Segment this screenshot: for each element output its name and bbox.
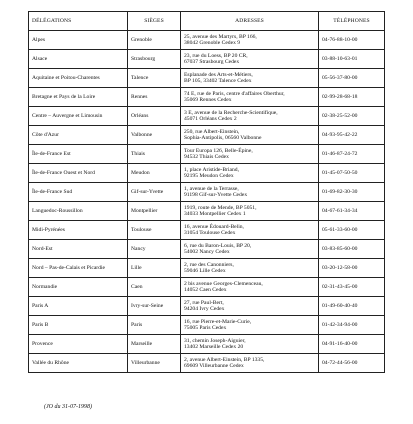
siege-cell: Caen	[128, 278, 181, 297]
address-line: 25, avenue des Martyrs, BP 166,	[184, 33, 257, 40]
address-line: 13402 Marseille Cedex 20	[184, 344, 244, 350]
table-row	[29, 50, 385, 69]
telephone-cell: 04-93-95-42-22	[319, 126, 385, 145]
address-cell	[181, 88, 319, 107]
address-line: 31054 Toulouse Cedex	[184, 230, 236, 236]
address-cell	[181, 69, 319, 88]
siege-cell: Paris	[128, 316, 181, 335]
header-sieges: SIÈGES	[128, 12, 181, 31]
address-cell	[181, 221, 319, 240]
telephone-cell: 04-72-44-56-00	[319, 354, 385, 373]
address-line: 31, chemin Joseph-Aiguier,	[184, 337, 246, 344]
table-row	[29, 31, 385, 50]
address-line: 91198 Gif-sur-Yvette Cedex	[184, 192, 248, 198]
siege-cell: Valbonne	[128, 126, 181, 145]
address-line: 1, avenue de la Terrasse,	[184, 185, 239, 192]
siege-cell: Orléans	[128, 107, 181, 126]
telephone-cell: 03-20-12-58-00	[319, 259, 385, 278]
delegation-cell: Île-de-France Est	[29, 145, 128, 164]
table-row	[29, 316, 385, 335]
siege-cell: Thiais	[128, 145, 181, 164]
address-line: 94204 Ivry Cedex	[184, 306, 225, 312]
table-row	[29, 278, 385, 297]
address-line: 3 E, avenue de la Recherche-Scientifique,	[184, 109, 278, 116]
address-line: 250, rue Albert-Einstein,	[184, 128, 240, 135]
address-line: 59046 Lille Cedex	[184, 268, 226, 274]
address-line: Esplanade des Arts-et-Métiers,	[184, 71, 253, 78]
siege-cell: Talence	[128, 69, 181, 88]
table-row	[29, 202, 385, 221]
address-line: BP 105, 33402 Talence Cedex	[184, 78, 252, 84]
table-row	[29, 297, 385, 316]
siege-cell: Ivry-sur-Seine	[128, 297, 181, 316]
delegations-table	[28, 11, 385, 373]
telephone-cell: 03-88-10-63-01	[319, 50, 385, 69]
delegation-cell: Côte d'Azur	[29, 126, 128, 145]
address-line: 16, avenue Édouard-Belin,	[184, 223, 244, 230]
table-row	[29, 354, 385, 373]
address-line: 2 bis avenue Georges-Clemenceau,	[184, 280, 263, 287]
address-line: 27, rue Paul-Bert,	[184, 299, 224, 306]
address-cell	[181, 50, 319, 69]
address-line: 2, avenue Albert-Einstein, BP 1335,	[184, 356, 265, 363]
address-line: 54002 Nancy Cedex	[184, 249, 230, 255]
address-cell	[181, 126, 319, 145]
telephone-cell: 05-56-37-80-00	[319, 69, 385, 88]
table-row	[29, 259, 385, 278]
address-cell	[181, 202, 319, 221]
delegation-cell: Vallée du Rhône	[29, 354, 128, 373]
telephone-cell: 02-38-25-52-00	[319, 107, 385, 126]
address-line: 16, rue Pierre-et-Marie-Curie,	[184, 318, 252, 325]
telephone-cell: 01-49-60-40-40	[319, 297, 385, 316]
address-cell	[181, 335, 319, 354]
delegation-cell: Alpes	[29, 31, 128, 50]
delegation-cell: Nord-Est	[29, 240, 128, 259]
table-row	[29, 88, 385, 107]
header-delegations: DÉLÉGATIONS	[29, 12, 128, 31]
siege-cell: Rennes	[128, 88, 181, 107]
address-cell	[181, 316, 319, 335]
address-cell	[181, 107, 319, 126]
telephone-cell: 01-42-34-94-00	[319, 316, 385, 335]
siege-cell: Strasbourg	[128, 50, 181, 69]
address-cell	[181, 259, 319, 278]
address-line: 1919, route de Mende, BP 5051,	[184, 204, 257, 211]
address-cell	[181, 164, 319, 183]
table-row	[29, 221, 385, 240]
address-cell	[181, 31, 319, 50]
address-line: 45071 Orléans Cedex 2	[184, 116, 237, 122]
address-cell	[181, 278, 319, 297]
delegation-cell: Bretagne et Pays de la Loire	[29, 88, 128, 107]
delegation-cell: Aquitaine et Poitou-Charentes	[29, 69, 128, 88]
source-footnote: (JO du 31-07-1998)	[44, 404, 92, 410]
table-body	[29, 31, 385, 373]
delegation-cell: Nord – Pas-de-Calais et Picardie	[29, 259, 128, 278]
address-line: 75005 Paris Cedex	[184, 325, 227, 331]
siege-cell: Marseille	[128, 335, 181, 354]
delegation-cell: Paris B	[29, 316, 128, 335]
telephone-cell: 04-67-61-34-34	[319, 202, 385, 221]
siege-cell: Meudon	[128, 164, 181, 183]
address-line: 6, rue du Baron-Louis, BP 20,	[184, 242, 252, 249]
table-row	[29, 107, 385, 126]
delegation-cell: Alsace	[29, 50, 128, 69]
address-line: 67037 Strasbourg Cedex	[184, 59, 240, 65]
address-cell	[181, 297, 319, 316]
address-cell	[181, 145, 319, 164]
address-line: 69609 Villeurbanne Cedex	[184, 363, 244, 369]
address-line: 74 E, rue de Paris, centre d'affaires Oberthur,	[184, 90, 285, 97]
address-line: 14052 Caen Cedex	[184, 287, 227, 293]
telephone-cell: 02-31-43-45-00	[319, 278, 385, 297]
address-line: 23, rue du Loess, BP 20 CR,	[184, 52, 248, 59]
delegation-cell: Normandie	[29, 278, 128, 297]
table-row	[29, 335, 385, 354]
address-line: 92195 Meudon Cedex	[184, 173, 234, 179]
address-cell	[181, 354, 319, 373]
table-row	[29, 126, 385, 145]
address-line: 38042 Grenoble Cedex 9	[184, 40, 241, 46]
header-telephones: TÉLÉPHONES	[319, 12, 385, 31]
address-cell	[181, 183, 319, 202]
address-line: 94532 Thiais Cedex	[184, 154, 229, 160]
siege-cell: Villeurbanne	[128, 354, 181, 373]
siege-cell: Montpellier	[128, 202, 181, 221]
address-line: 34033 Montpellier Cedex 1	[184, 211, 246, 217]
delegation-cell: Île-de-France Ouest et Nord	[29, 164, 128, 183]
table-row	[29, 69, 385, 88]
address-line: 35069 Rennes Cedex	[184, 97, 232, 103]
address-line: Sophia-Antipolis, 06560 Valbonne	[184, 135, 262, 141]
table-row	[29, 183, 385, 202]
telephone-cell: 01-45-07-50-50	[319, 164, 385, 183]
header-row	[29, 12, 385, 31]
address-line: 2, rue des Canonniers,	[184, 261, 234, 268]
telephone-cell: 04-91-16-40-00	[319, 335, 385, 354]
table-row	[29, 240, 385, 259]
telephone-cell: 01-46-87-24-72	[319, 145, 385, 164]
delegation-cell: Midi-Pyrénées	[29, 221, 128, 240]
table-row	[29, 145, 385, 164]
telephone-cell: 03-83-85-60-00	[319, 240, 385, 259]
address-line: Tour Europa 126, Belle-Épine,	[184, 147, 253, 154]
telephone-cell: 01-69-82-30-30	[319, 183, 385, 202]
table-row	[29, 164, 385, 183]
delegation-cell: Languedoc-Roussillon	[29, 202, 128, 221]
telephone-cell: 02-99-28-68-18	[319, 88, 385, 107]
address-cell	[181, 240, 319, 259]
telephone-cell: 05-61-33-60-00	[319, 221, 385, 240]
delegation-cell: Île-de-France Sud	[29, 183, 128, 202]
siege-cell: Gif-sur-Yvette	[128, 183, 181, 202]
delegation-cell: Centre – Auvergne et Limousin	[29, 107, 128, 126]
siege-cell: Toulouse	[128, 221, 181, 240]
delegation-cell: Paris A	[29, 297, 128, 316]
siege-cell: Nancy	[128, 240, 181, 259]
header-adresses: ADRESSES	[181, 12, 319, 31]
siege-cell: Lille	[128, 259, 181, 278]
siege-cell: Grenoble	[128, 31, 181, 50]
address-line: 1, place Aristide-Briand,	[184, 166, 239, 173]
delegation-cell: Provence	[29, 335, 128, 354]
telephone-cell: 04-76-88-10-00	[319, 31, 385, 50]
